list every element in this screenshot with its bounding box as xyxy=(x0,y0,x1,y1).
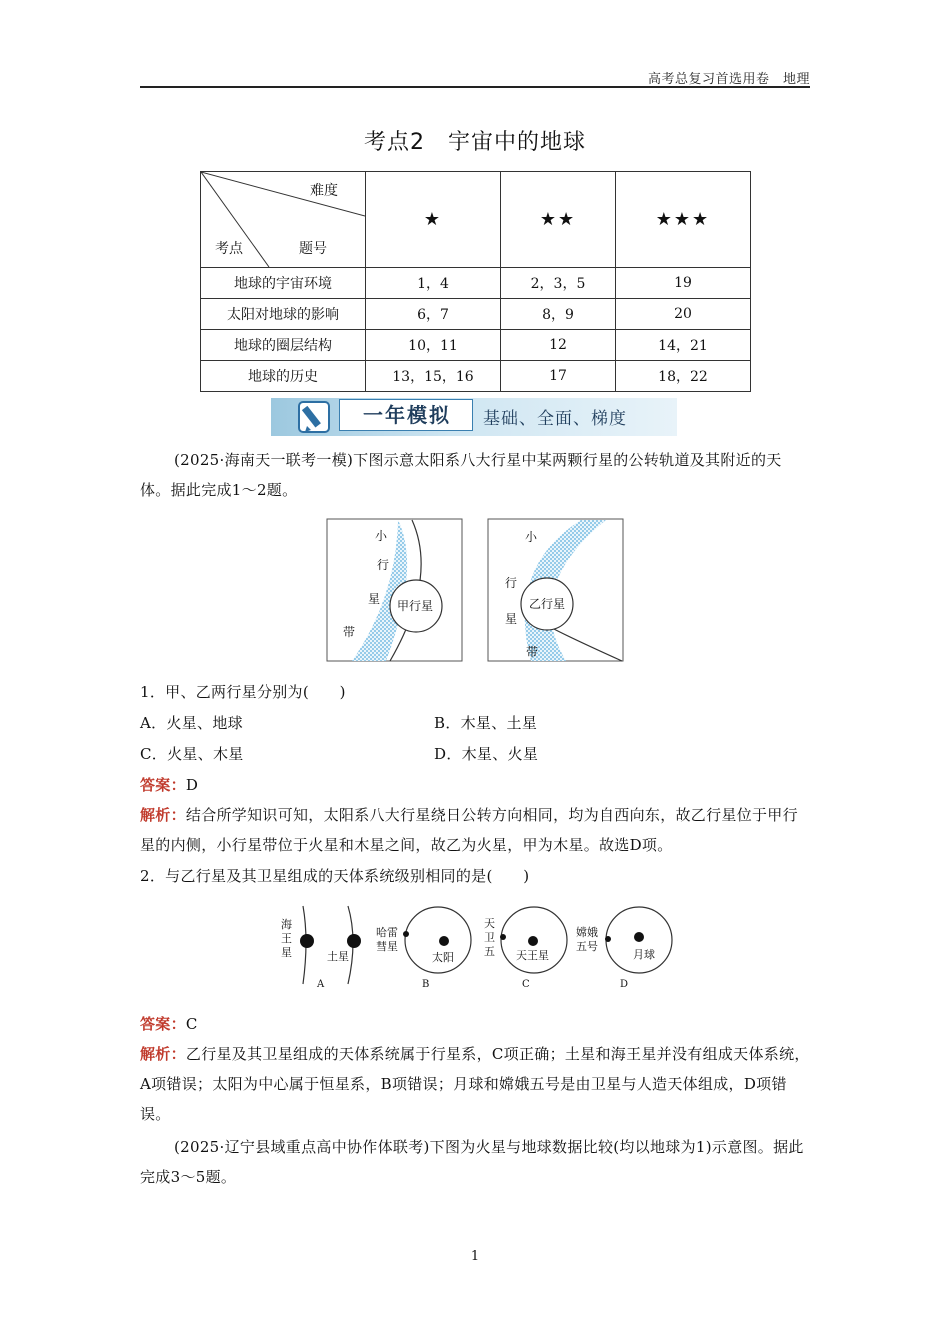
q1-option-c: C．火星、木星 xyxy=(140,745,244,763)
row-cell: 14，21 xyxy=(616,330,751,361)
label-tianwei-5: 天卫五 xyxy=(484,917,495,958)
answer-2 xyxy=(140,1009,198,1039)
label-moon: 月球 xyxy=(633,948,655,961)
label-yi: 乙行星 xyxy=(529,597,566,611)
section-title: 考点2 宇宙中的地球 xyxy=(364,130,586,155)
row-cell: 8，9 xyxy=(501,299,616,330)
intro-paragraph-1: (2025·海南天一联考一模)下图示意太阳系八大行星中某两颗行星的公转轨道及其附近的天体。据此完成1～2题。 xyxy=(140,451,782,499)
row-cell: 18，22 xyxy=(616,361,751,392)
label-halley-comet: 哈雷彗星 xyxy=(376,926,398,953)
intro-paragraph-2: (2025·辽宁县域重点高中协作体联考)下图为火星与地球数据比较(均以地球为1)示意图。据此完成3～5题。 xyxy=(140,1138,804,1186)
analysis-1 xyxy=(140,800,812,860)
question-1-stem: 1．甲、乙两行星分别为( ) xyxy=(140,683,346,701)
corner-topic-label: 考点 xyxy=(215,241,243,257)
row-topic: 太阳对地球的影响 xyxy=(201,299,366,330)
table-row xyxy=(201,361,751,392)
option-letter-d: D xyxy=(620,979,629,990)
row-topic: 地球的历史 xyxy=(201,361,366,392)
label-saturn: 土星 xyxy=(327,950,349,963)
belt-char: 小 xyxy=(375,529,388,543)
diagonal-header-cell xyxy=(201,172,366,268)
option-letter-c: C xyxy=(522,979,530,990)
row-cell: 13，15，16 xyxy=(366,361,501,392)
level-2-header: ★★ xyxy=(501,172,616,268)
belt-char: 带 xyxy=(343,625,356,639)
row-cell: 19 xyxy=(616,268,751,299)
page-number: 1 xyxy=(470,1249,480,1264)
row-cell: 2，3，5 xyxy=(501,268,616,299)
corner-difficulty-label: 难度 xyxy=(310,183,338,199)
analysis-text: 结合所学知识可知，太阳系八大行星绕日公转方向相同，均为自西向东，故乙行星位于甲行星的内侧，小行星带位于火星和木星之间，故乙为火星，甲为木星。故选D项。 xyxy=(140,806,798,854)
analysis-label: 解析： xyxy=(140,1045,186,1063)
belt-char: 行 xyxy=(505,576,518,590)
q1-option-b: B．木星、土星 xyxy=(434,714,538,732)
corner-question-label: 题号 xyxy=(299,241,327,257)
question-2-stem: 2．与乙行星及其卫星组成的天体系统级别相同的是( ) xyxy=(140,867,530,885)
belt-char: 星 xyxy=(368,592,381,606)
row-cell: 20 xyxy=(616,299,751,330)
answer-label: 答案： xyxy=(140,1015,186,1033)
option-letter-b: B xyxy=(422,979,430,990)
analysis-text: 乙行星及其卫星组成的天体系统属于行星系，C项正确；土星和海王星并没有组成天体系统，A项错误；太阳为中心属于恒星系，B项错误；月球和嫦娥五号是由卫星与人造天体组成，D项错误。 xyxy=(140,1045,810,1123)
row-topic: 地球的宇宙环境 xyxy=(201,268,366,299)
answer-value: C xyxy=(185,1015,198,1033)
row-cell: 1，4 xyxy=(366,268,501,299)
answer-value: D xyxy=(185,776,199,794)
table-row xyxy=(201,330,751,361)
option-letter-a: A xyxy=(317,979,325,990)
belt-char: 星 xyxy=(505,612,518,626)
row-cell: 17 xyxy=(501,361,616,392)
pencil-icon xyxy=(295,396,335,436)
q1-option-a: A．火星、地球 xyxy=(140,714,243,732)
level-3-header: ★★★ xyxy=(616,172,751,268)
row-cell: 6，7 xyxy=(366,299,501,330)
level-1-header: ★ xyxy=(366,172,501,268)
belt-char: 行 xyxy=(377,558,390,572)
belt-char: 带 xyxy=(526,645,539,659)
q1-option-d: D．木星、火星 xyxy=(434,745,539,763)
analysis-2 xyxy=(140,1039,812,1129)
row-topic: 地球的圈层结构 xyxy=(201,330,366,361)
answer-label: 答案： xyxy=(140,776,186,794)
answer-1 xyxy=(140,770,198,800)
label-sun: 太阳 xyxy=(432,951,454,964)
section-banner xyxy=(271,398,677,436)
option-d-diagram xyxy=(605,907,672,973)
row-cell: 12 xyxy=(501,330,616,361)
banner-title: 一年模拟 xyxy=(363,403,451,427)
label-change-5: 嫦娥五号 xyxy=(576,926,598,953)
row-cell: 10，11 xyxy=(366,330,501,361)
header-rule xyxy=(140,86,810,88)
option-a-diagram xyxy=(300,906,361,984)
table-row xyxy=(201,268,751,299)
analysis-label: 解析： xyxy=(140,806,186,824)
running-header: 高考总复习首选用卷 地理 xyxy=(647,72,810,87)
difficulty-table xyxy=(200,171,751,392)
belt-char: 小 xyxy=(525,530,538,544)
table-row xyxy=(201,299,751,330)
label-jia: 甲行星 xyxy=(397,599,434,613)
banner-subtitle: 基础、全面、梯度 xyxy=(483,409,627,429)
label-uranus: 天王星 xyxy=(516,949,549,962)
option-c-diagram xyxy=(500,907,567,973)
label-neptune: 海王星 xyxy=(281,918,292,959)
